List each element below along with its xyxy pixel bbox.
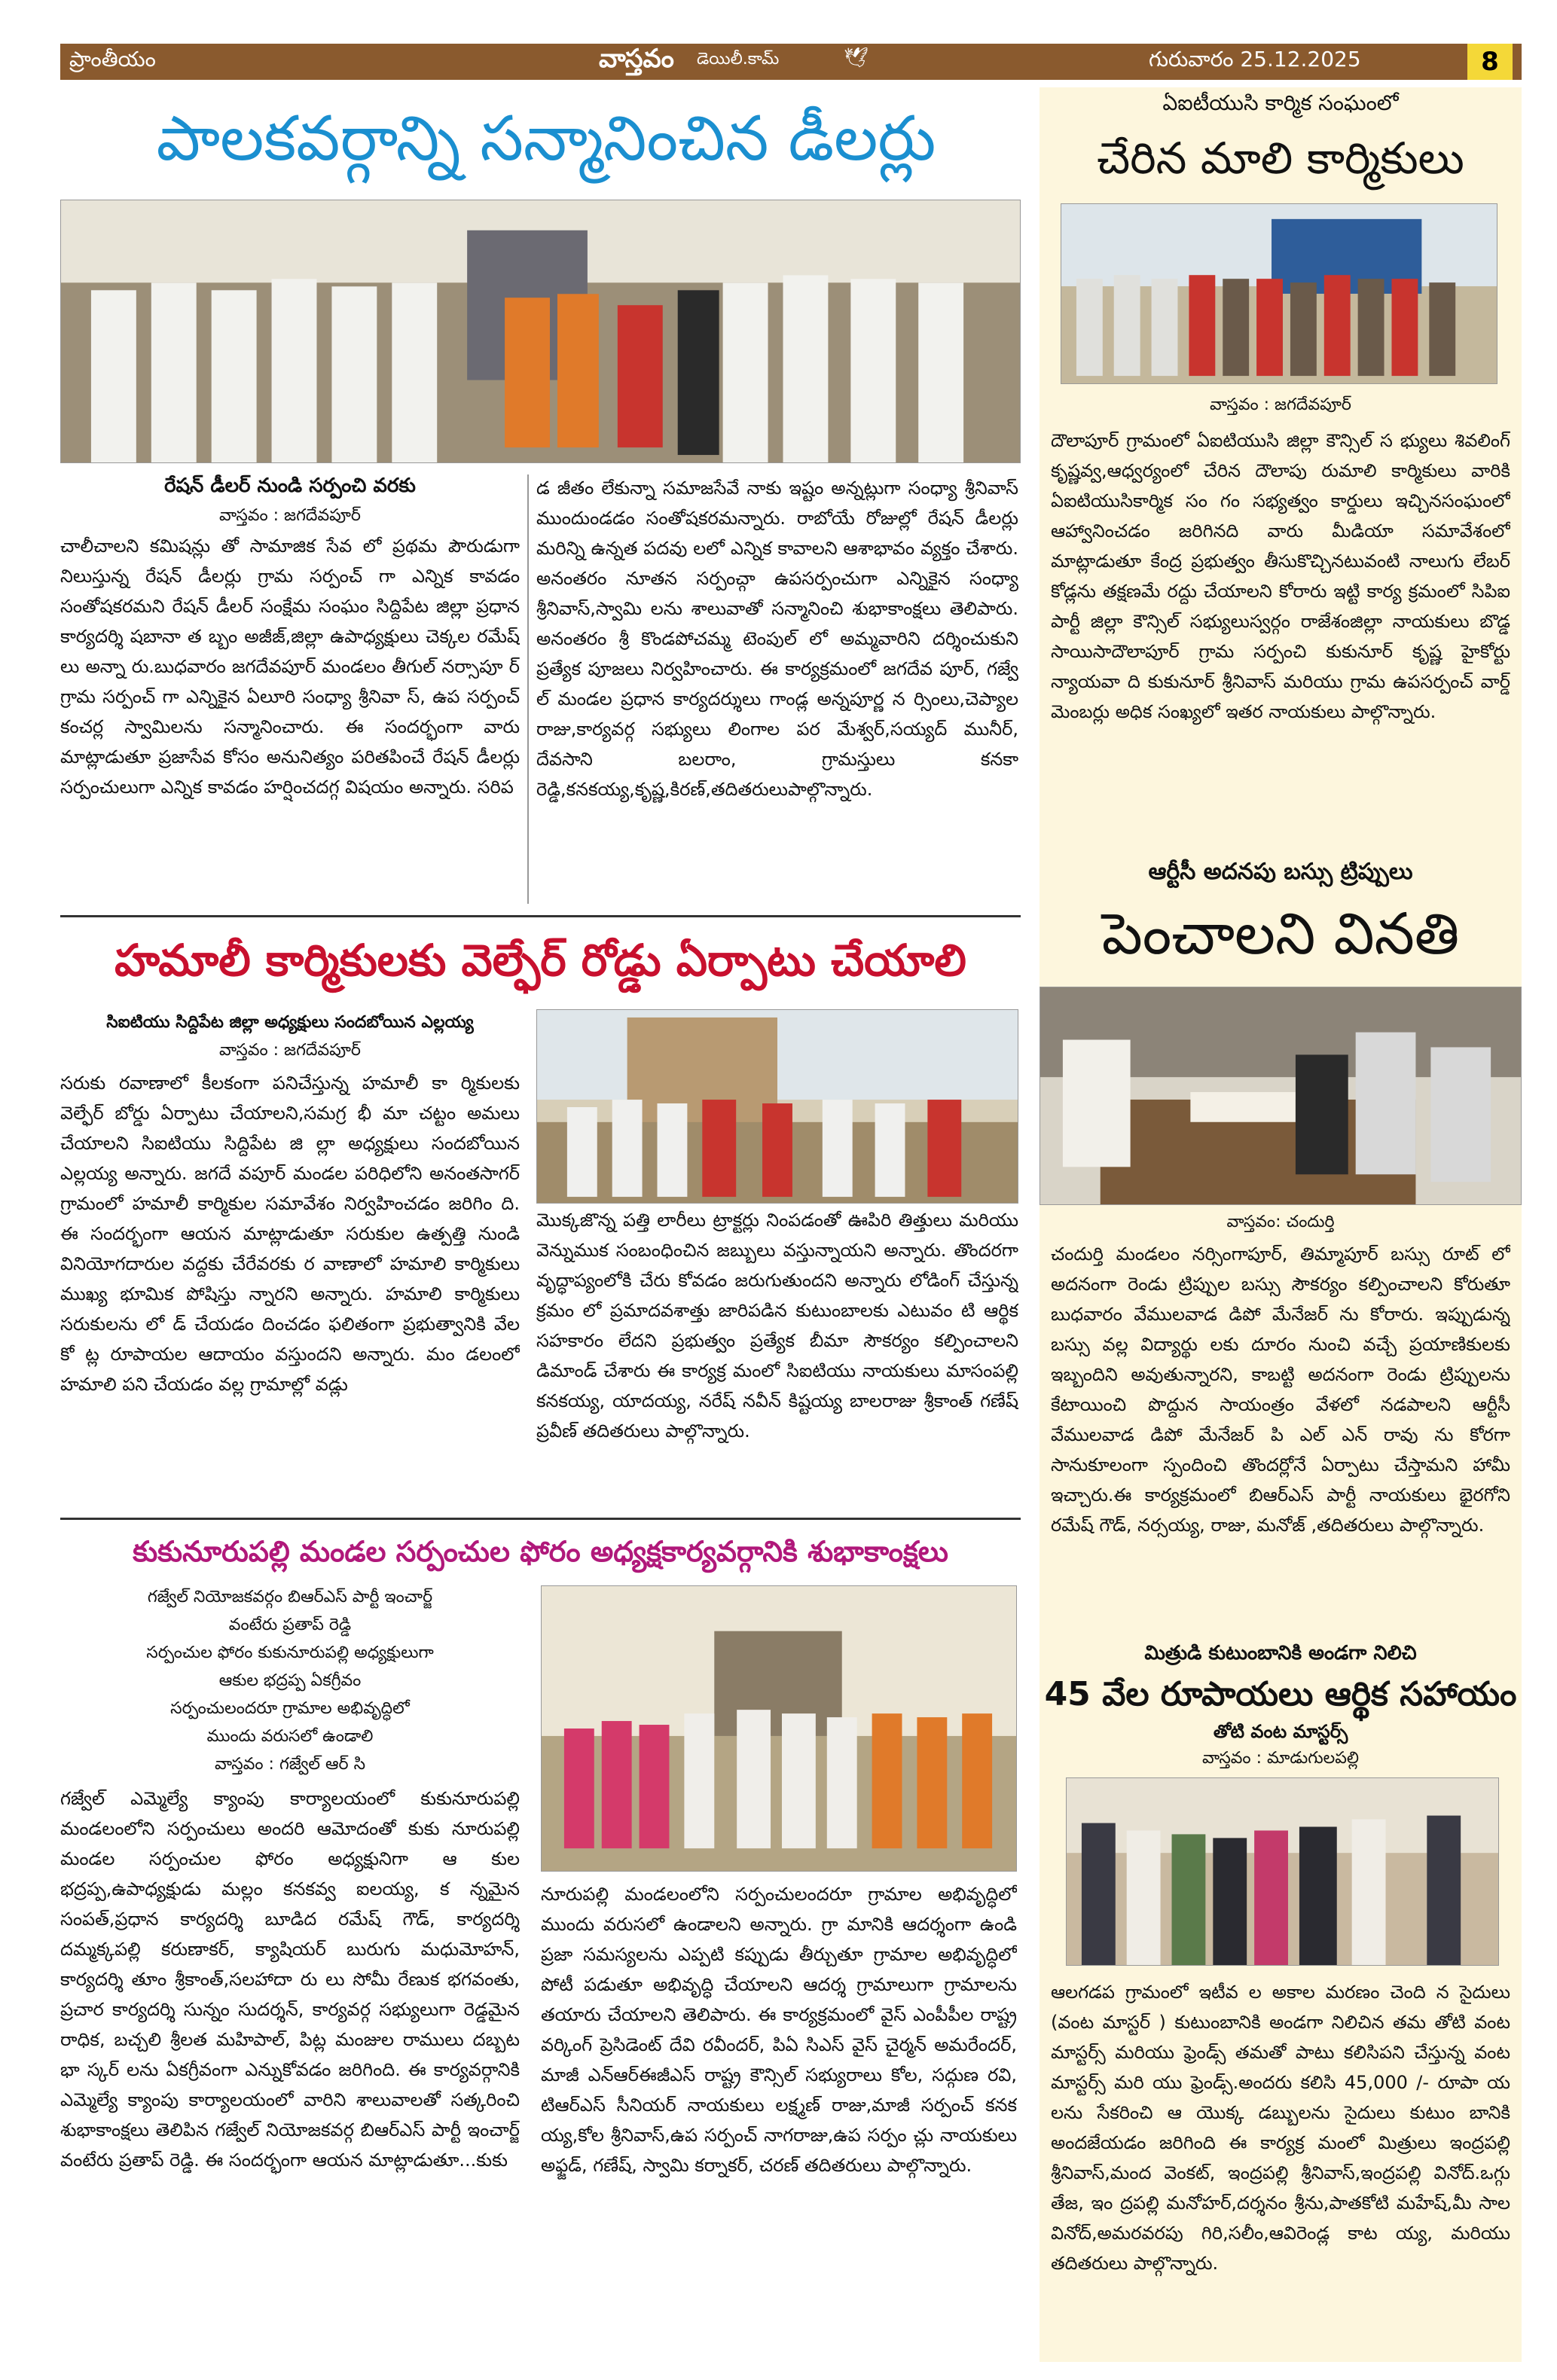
story3-sub2: వంటేరు ప్రతాప్ రెడ్డి (228, 1616, 352, 1634)
story1-photo (60, 200, 1021, 463)
right2-dateline: వాస్తవం: చందుర్తి (1226, 1213, 1335, 1231)
story1-dateline: వాస్తవం : జగదేవపూర్ (219, 506, 361, 525)
story2-subhead: సిఐటియు సిద్దిపేట జిల్లా అధ్యక్షులు సందబోయిన ఎల్లయ్య (106, 1013, 474, 1032)
right3-photo (1066, 1777, 1499, 1966)
right1-kicker: ఏఐటీయుసి కార్మిక సంఘంలో (1162, 90, 1399, 115)
column-divider (527, 474, 529, 904)
section-label: ప్రాంతీయం (69, 47, 156, 72)
story3-sub3: సర్పంచుల ఫోరం కుకునూరుపల్లి అధ్యక్షులుగా (146, 1643, 434, 1662)
paper-subtitle: డెయిలీ.కామ్ (697, 50, 780, 69)
story3-sub5: సర్పంచులందరూ గ్రామాల అభివృద్ధిలో (170, 1699, 410, 1718)
story2-photo (536, 1009, 1018, 1204)
right2-kicker: ఆర్టీసీ అదనపు బస్సు ట్రిప్పులు (1148, 859, 1413, 885)
right2-photo (1040, 987, 1522, 1205)
right1-body: దౌలాపూర్ గ్రామంలో ఏఐటియుసి జిల్లా కౌన్సిల్ స భ్యులు శివలింగ్ కృష్ణవ్వ,ఆధ్వర్యంలో చేరిన దౌలాపు రుమాలి కార్మికులు వారికి ఏఐటియుసికార్మిక సం గం సభ్యత్వం కార్డులు ఇచ్చినసంఘంలో ఆహ్వానించడం జరిగినది వారు మీడియా సమావేశంలో మాట్లాడుతూ కేంద్ర ప్రభుత్వం తీసుకొచ్చినటువంటి నాలుగు లేబర్ కోడ్లను తక్షణమే రద్దు చేయాలని కోరారు ఇట్టి కార్య క్రమంలో సిపిఐ పార్టీ జిల్లా కౌన్సిల్ సభ్యులుస్వర్గం రాజేశంజిల్లా నాయకులు బొడ్డ సాయిసాదౌలాపూర్ గ్రామ సర్పంచి కుకునూర్ కృష్ణ హైకోర్టు న్యాయవా ది కుకునూర్ శ్రీనివాస్ మరియు గ్రామ ఉపసర్పంచ్ వార్డ్ మెంబర్లు అధిక సంఖ్యలో ఇతర నాయకులు పాల్గొన్నారు. (1051, 430, 1510, 722)
right1-headline: చేరిన మాలి కార్మికులు (1097, 133, 1464, 184)
story3-sub6: ముందు వరుసలో ఉండాలి (206, 1727, 374, 1746)
section-divider (60, 915, 1021, 917)
right1-dateline: వాస్తవం : జగదేవపూర్ (1210, 395, 1351, 414)
story2-col1: సరుకు రవాణాలో కీలకంగా పనిచేస్తున్న హమాలీ కా ర్మికులకు వెల్ఫేర్ బోర్డు ఏర్పాటు చేయాలని,సమగ్ర భీ మా చట్టం అమలు చేయాలని సిఐటియు సిద్దిపేట జి ల్లా అధ్యక్షులు సందబోయిన ఎల్లయ్య అన్నారు. జగదే వపూర్ మండల పరిధిలోని అనంతసాగర్ గ్రామంలో హమాలీ కార్మికుల సమావేశం నిర్వహించడం జరిగిం ది. ఈ సందర్భంగా ఆయన మాట్లాడుతూ సరుకుల ఉత్పత్తి నుండి వినియోగదారుల వద్దకు చేరేవరకు ర వాణాలో హమాలి కార్మికులు ముఖ్య భూమిక పోషిస్తు న్నారని అన్నారు. హమాలి కార్మికులు సరుకులను లో డ్ చేయడం దించడం ఫలితంగా ప్రభుత్వానికి వేల కో ట్ల రూపాయల ఆదాయం వస్తుందని అన్నారు. మం డలంలో హమాలి పని చేయడం వల్ల గ్రామాల్లో వడ్లు (60, 1073, 520, 1395)
story3-col1: గజ్వేల్ ఎమ్మెల్యే క్యాంపు కార్యాలయంలో కుకునూరుపల్లి మండలంలోని సర్పంచులు అందరి ఆమోదంతో కుకు నూరుపల్లి మండల సర్పంచుల ఫోరం అధ్యక్షునిగా ఆ కుల భద్రప్ప,ఉపాధ్యక్షుడు మల్లం కనకవ్వ ఐలయ్య, క న్నమైన సంపత్,ప్రధాన కార్యదర్శి బూడిద రమేష్ గౌడ్, కార్యదర్శి దమ్మక్కపల్లి కరుణాకర్, క్యాషియర్ బురుగు మధుమోహన్, కార్యదర్శి తూం శ్రీకాంత్,సలహాదా రు లు సోమీ రేణుక భగవంతు, ప్రచార కార్యదర్శి సున్నం సుదర్శన్, కార్యవర్గ సభ్యులుగా రెడ్డమైన రాధిక, బచ్చలి శ్రీలత మహిపాల్, పిట్ల మంజుల రాములు దబ్బట భా స్కర్ లను ఏకగ్రీవంగా ఎన్నుకోవడం జరిగింది. ఈ కార్యవర్గానికి ఎమ్మెల్యే క్యాంపు కార్యాలయంలో వారిని శాలువాలతో సత్కరించి శుభాకాంక్షలు తెలిపిన గజ్వేల్ నియోజకవర్గ బిఆర్ఎస్ పార్టీ ఇంచార్జ్ వంటేరు ప్రతాప్ రెడ్డి. ఈ సందర్భంగా ఆయన మాట్లాడుతూ...కుకు (60, 1788, 520, 2171)
right3-headline: 45 వేల రూపాయలు ఆర్థిక సహాయం (1044, 1675, 1517, 1713)
bird-icon: 🕊 (844, 47, 869, 69)
right2-body: చందుర్తి మండలం నర్సింగాపూర్, తిమ్మాపూర్ బస్సు రూట్ లో అదనంగా రెండు ట్రిప్పుల బస్సు సౌకర్యం కల్పించాలని కోరుతూ బుధవారం వేములవాడ డిపో మేనేజర్ ను కోరారు. ఇప్పుడున్న బస్సు వల్ల విద్యార్థు లకు దూరం నుంచి వచ్చే ప్రయాణికులకు ఇబ్బందిని అవుతున్నారని, కాబట్టి అదనంగా రెండు ట్రిప్పులను కేటాయించి పొద్దున సాయంత్రం వేళలో నడపాలని ఆర్టీసీ వేములవాడ డిపో మేనేజర్ పి ఎల్ ఎన్ రావు ను కోరగా సానుకూలంగా స్పందించి తొందర్లోనే ఏర్పాటు చేస్తామని హామీ ఇచ్చారు.ఈ కార్యక్రమంలో బిఆర్ఎస్ పార్టీ నాయకులు భైరగోని రమేష్ గౌడ్, నర్సయ్య, రాజు, మనోజ్ ,తదితరులు పాల్గొన్నారు. (1051, 1243, 1510, 1536)
story3-sub1: గజ్వేల్ నియోజకవర్గం బిఆర్ఎస్ పార్టీ ఇంచార్జ్ (147, 1588, 433, 1606)
story1-caption: రేషన్ డీలర్ నుండి సర్పంచి వరకు (164, 474, 416, 497)
story1-col1: చాలీచాలని కమిషన్లు తో సామాజిక సేవ లో ప్రథమ పౌరుడుగా నిలుస్తున్న రేషన్ డీలర్లు గ్రామ సర్పంచ్ గా ఎన్నిక కావడం సంతోషకరమని రేషన్ డీలర్ సంక్షేమ సంఘం సిద్దిపేట జిల్లా ప్రధాన కార్యదర్శి షబానా త బ్బం అజీజ్,జిల్లా ఉపాధ్యక్షులు చెక్కల రమేష్ లు అన్నా రు.బుధవారం జగదేవపూర్ మండలం తీగుల్ నర్సాపూ ర్ గ్రామ సర్పంచ్ గా ఎన్నికైన ఏలూరి సంధ్యా శ్రీనివా స్, ఉప సర్పంచ్ కంచర్ల స్వామిలను సన్మానించారు. ఈ సందర్భంగా వారు మాట్లాడుతూ ప్రజాసేవ కోసం అనునిత్యం పరితపించే రేషన్ డీలర్లు సర్పంచులుగా ఎన్నిక కావడం హర్షించదగ్గ విషయం అన్నారు. సరిప (60, 536, 520, 798)
issue-date: గురువారం 25.12.2025 (1149, 47, 1361, 72)
right3-kicker: మిత్రుడి కుటుంబానికి అండగా నిలిచి (1144, 1642, 1417, 1664)
right3-sub: తోటి వంట మాస్టర్స్ (1213, 1721, 1348, 1742)
story3-photo (541, 1585, 1017, 1872)
story3-col2: నూరుపల్లి మండలంలోని సర్పంచులందరూ గ్రామాల అభివృద్ధిలో ముందు వరుసలో ఉండాలని అన్నారు. గ్రా మానికి ఆదర్శంగా ఉండి ప్రజా సమస్యలను ఎప్పటి కప్పుడు తీర్చుతూ గ్రామాల అభివృద్ధిలో పోటీ పడుతూ అభివృద్ధి చేయాలని ఆదర్శ గ్రామాలుగా గ్రామాలను తయారు చేయాలని తెలిపారు. ఈ కార్యక్రమంలో వైస్ ఎంపీపీల రాష్ట్ర వర్కింగ్ ప్రెసిడెంట్ దేవి రవీందర్, పిఏ సిఎస్ వైస్ చైర్మన్ అమరేందర్, మాజీ ఎన్ఆర్ఈజీఎస్ రాష్ట్ర కౌన్సిల్ సభ్యురాలు కోల, సద్గుణ రవి, టిఆర్ఎస్ సీనియర్ నాయకులు లక్ష్మణ్ రాజు,మాజీ సర్పంచ్ కనక య్య,కోల శ్రీనివాస్,ఉప సర్పంచ్ నాగరాజు,ఉప సర్పం చ్లు నాయకులు అఫ్జడ్, గణేష్, స్వామి కర్నాకర్, చరణ్ తదితరులు పాల్గొన్నారు. (541, 1884, 1017, 2176)
story1-headline: పాలకవర్గాన్ని సన్మానించిన డీలర్లు (156, 103, 936, 175)
story3-sub4: ఆకుల భద్రప్ప ఏకగ్రీవం (218, 1671, 362, 1690)
story1-col2: డ జీతం లేకున్నా సమాజసేవే నాకు ఇష్టం అన్నట్లుగా సంధ్యా శ్రీనివాస్ ముందుండడం సంతోషకరమన్నారు. రాబోయే రోజుల్లో రేషన్ డీలర్లు మరిన్ని ఉన్నత పదవు లలో ఎన్నిక కావాలని ఆశాభావం వ్యక్తం చేశారు. అనంతరం నూతన సర్పంచ్గా ఉపసర్పంచుగా ఎన్నికైన సంధ్యా శ్రీనివాస్,స్వామి లను శాలువాతో సన్మానించి శుభాకాంక్షలు తెలిపారు. అనంతరం శ్రీ కొండపోచమ్మ టెంపుల్ లో అమ్మవారిని దర్శించుకుని ప్రత్యేక పూజలు నిర్వహించారు. ఈ కార్యక్రమంలో జగదేవ పూర్, గజ్వే ల్ మండల ప్రధాన కార్యదర్శులు గాండ్ల అన్నపూర్ణ న ర్సింలు,చెప్యాల రాజు,కార్యవర్గ సభ్యులు లింగాల పర మేశ్వర్,సయ్యద్ మునీర్, దేవసాని బలరాం, గ్రామస్తులు కనకా రెడ్డి,కనకయ్య,కృష్ణ,కిరణ్,తదితరులుపాల్గొన్నారు. (536, 478, 1018, 800)
right3-body: ఆలగడప గ్రామంలో ఇటీవ ల అకాల మరణం చెంది న సైదులు (వంట మాస్టర్ ) కుటుంబానికి అండగా నిలిచిన తమ తోటి వంట మాస్టర్స్ మరియు ఫ్రెండ్స్ తమతో పాటు కలిసిపని చేస్తున్న వంట మాస్టర్స్ మరి యు ఫ్రెండ్స్.అందరు కలిసి 45,000 /- రూపా య లను సేకరించి ఆ యొక్క డబ్బులను సైదులు కుటుం బానికి అందజేయడం జరిగింది ఈ కార్యక్ర మంలో మిత్రులు ఇంద్రపల్లి శ్రీనివాస్,మంద వెంకట్, ఇంద్రపల్లి శ్రీనివాస్,ఇంద్రపల్లి వినోద్.ఒగ్గు తేజ, ఇం ద్రపల్లి మనోహర్,దర్శనం శ్రీను,పాతకోటి మహేష్,మీ సాల వినోద్,అమరవరపు గిరి,సలీం,ఆవిరెండ్ల కాట య్య, మరియు తదితరులు పాల్గొన్నారు. (1051, 1982, 1510, 2274)
story2-dateline: వాస్తవం : జగదేవపూర్ (219, 1041, 361, 1060)
right3-dateline: వాస్తవం : మాడుగులపల్లి (1201, 1749, 1360, 1768)
story3-headline: కుకునూరుపల్లి మండల సర్పంచుల ఫోరం అధ్యక్షకార్యవర్గానికి శుభాకాంక్షలు (133, 1535, 948, 1568)
story3-dateline: వాస్తవం : గజ్వేల్ ఆర్ సి (214, 1755, 366, 1774)
right1-photo (1061, 203, 1497, 384)
story2-headline: హమాలీ కార్మికులకు వెల్ఫేర్ రోడ్డు ఏర్పాటు చేయాలి (114, 935, 966, 986)
paper-name: వాస్తవం (599, 44, 674, 74)
story2-col2: మొక్కజొన్న పత్తి లారీలు ట్రాక్టర్లు నింపడంతో ఊపిరి తిత్తులు మరియు వెన్నుముక సంబంధించిన జబ్బులు వస్తున్నాయని అన్నారు. తొందరగా వృద్ధాప్యంలోకి చేరు కోవడం జరుగుతుందని అన్నారు లోడింగ్ చేస్తున్న క్రమం లో ప్రమాదవశాత్తు జారిపడిన కుటుంబాలకు ఎటువం టి ఆర్థిక సహకారం లేదని ప్రభుత్వం ప్రత్యేక బీమా సౌకర్యం కల్పించాలని డిమాండ్ చేశారు ఈ కార్యక్ర మంలో సిఐటియు నాయకులు మాసంపల్లి కనకయ్య, యాదయ్య, నరేష్ నవీన్ కిష్టయ్య బాలరాజు శ్రీకాంత్ గణేష్ ప్రవీణ్ తదితరులు పాల్గొన్నారు. (536, 1210, 1018, 1442)
right2-headline: పెంచాలని వినతి (1101, 900, 1460, 967)
section-divider (60, 1518, 1021, 1520)
page-number: 8 (1467, 44, 1513, 80)
